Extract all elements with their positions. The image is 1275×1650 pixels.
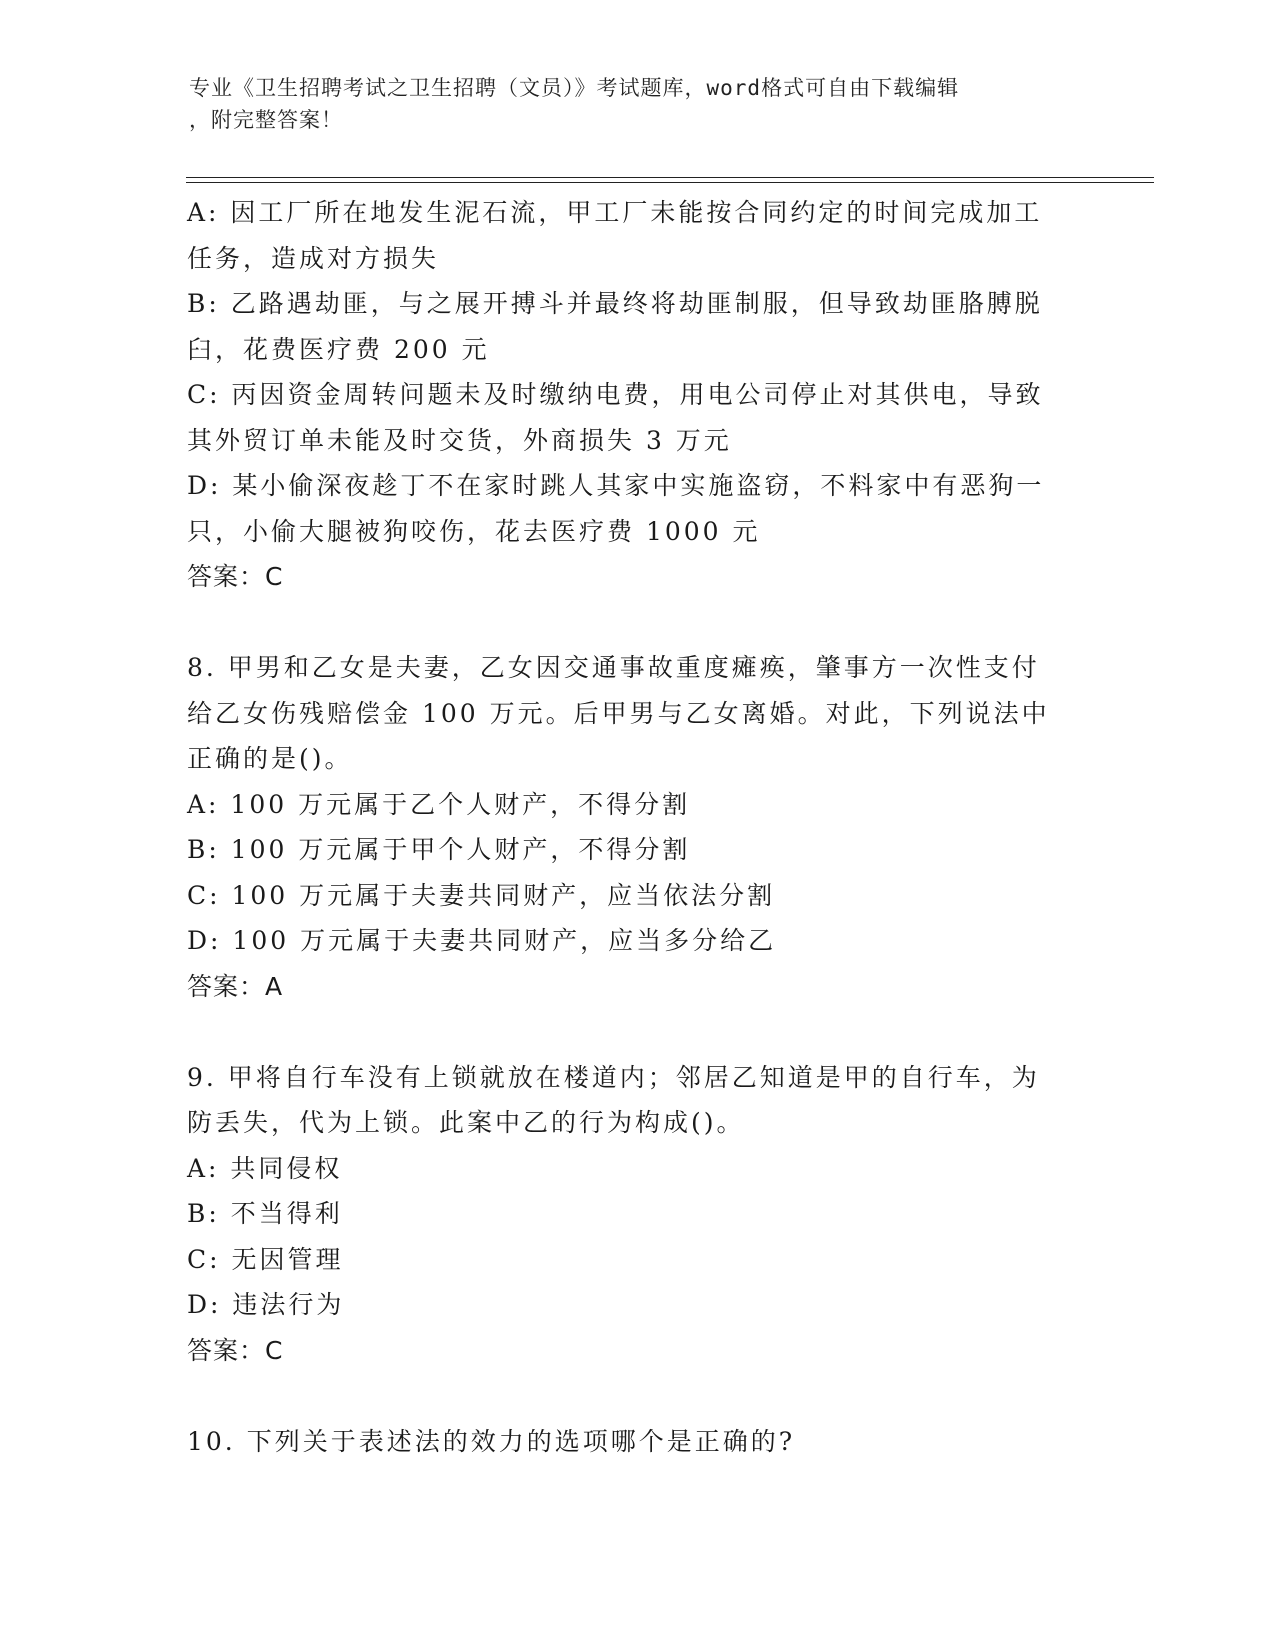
- q7-option-c-line-2: 其外贸订单未能及时交货，外商损失 3 万元: [187, 425, 732, 455]
- q7-option-a-line-2: 任务，造成对方损失: [187, 243, 440, 273]
- document-header: [189, 72, 1089, 136]
- header-title-line-2: ，附完整答案！: [189, 108, 343, 132]
- question-10-block: [187, 1419, 1087, 1465]
- header-title-line-1: 专业《卫生招聘考试之卫生招聘（文员）》考试题库，word格式可自由下载编辑: [189, 76, 960, 100]
- q9-answer: 答案：C: [187, 1335, 284, 1365]
- spacer: [187, 1009, 1087, 1055]
- q9-option-a: A: 共同侵权: [187, 1153, 343, 1183]
- q8-option-d: D: 100 万元属于夫妻共同财产，应当多分给乙: [187, 926, 777, 955]
- q9-stem-line-1: 9. 甲将自行车没有上锁就放在楼道内；邻居乙知道是甲的自行车，为: [187, 1062, 1040, 1092]
- q7-option-b-line-1: B: 乙路遇劫匪，与之展开搏斗并最终将劫匪制服，但导致劫匪胳膊脱: [187, 289, 1043, 318]
- spacer: [187, 1373, 1087, 1419]
- q7-option-a-line-1: A: 因工厂所在地发生泥石流，甲工厂未能按合同约定的时间完成加工: [187, 198, 1043, 227]
- q9-stem-line-2: 防丢失，代为上锁。此案中乙的行为构成()。: [187, 1108, 745, 1137]
- q8-answer: 答案：A: [187, 971, 284, 1001]
- q9-option-b: B: 不当得利: [187, 1199, 343, 1228]
- q7-option-d-line-2: 只，小偷大腿被狗咬伤，花去医疗费 1000 元: [187, 516, 761, 546]
- header-rule-top: [186, 177, 1154, 178]
- q8-option-a: A: 100 万元属于乙个人财产，不得分割: [187, 789, 691, 819]
- q9-option-d: D: 违法行为: [187, 1290, 345, 1319]
- question-content: [187, 190, 1087, 1464]
- q8-stem-line-1: 8. 甲男和乙女是夫妻，乙女因交通事故重度瘫痪，肇事方一次性支付: [187, 653, 1040, 682]
- q8-option-b: B: 100 万元属于甲个人财产，不得分割: [187, 835, 691, 864]
- question-7-block: [187, 190, 1087, 600]
- q8-stem-line-2: 给乙女伤残赔偿金 100 万元。后甲男与乙女离婚。对此，下列说法中: [187, 698, 1050, 728]
- question-8-block: [187, 645, 1087, 1009]
- q7-option-c-line-1: C: 丙因资金周转问题未及时缴纳电费，用电公司停止对其供电，导致: [187, 380, 1044, 409]
- q7-option-b-line-2: 臼，花费医疗费 200 元: [187, 334, 490, 364]
- q9-option-c: C: 无因管理: [187, 1244, 344, 1274]
- spacer: [187, 600, 1087, 646]
- q7-option-d-line-1: D: 某小偷深夜趁丁不在家时跳人其家中实施盗窃，不料家中有恶狗一: [187, 471, 1045, 500]
- q8-option-c: C: 100 万元属于夫妻共同财产，应当依法分割: [187, 880, 776, 910]
- q8-stem-line-3: 正确的是()。: [187, 744, 353, 773]
- q10-stem-line-1: 10. 下列关于表述法的效力的选项哪个是正确的?: [187, 1426, 796, 1456]
- header-rule-bottom: [186, 182, 1154, 183]
- q7-answer: 答案：C: [187, 562, 284, 591]
- question-9-block: [187, 1055, 1087, 1374]
